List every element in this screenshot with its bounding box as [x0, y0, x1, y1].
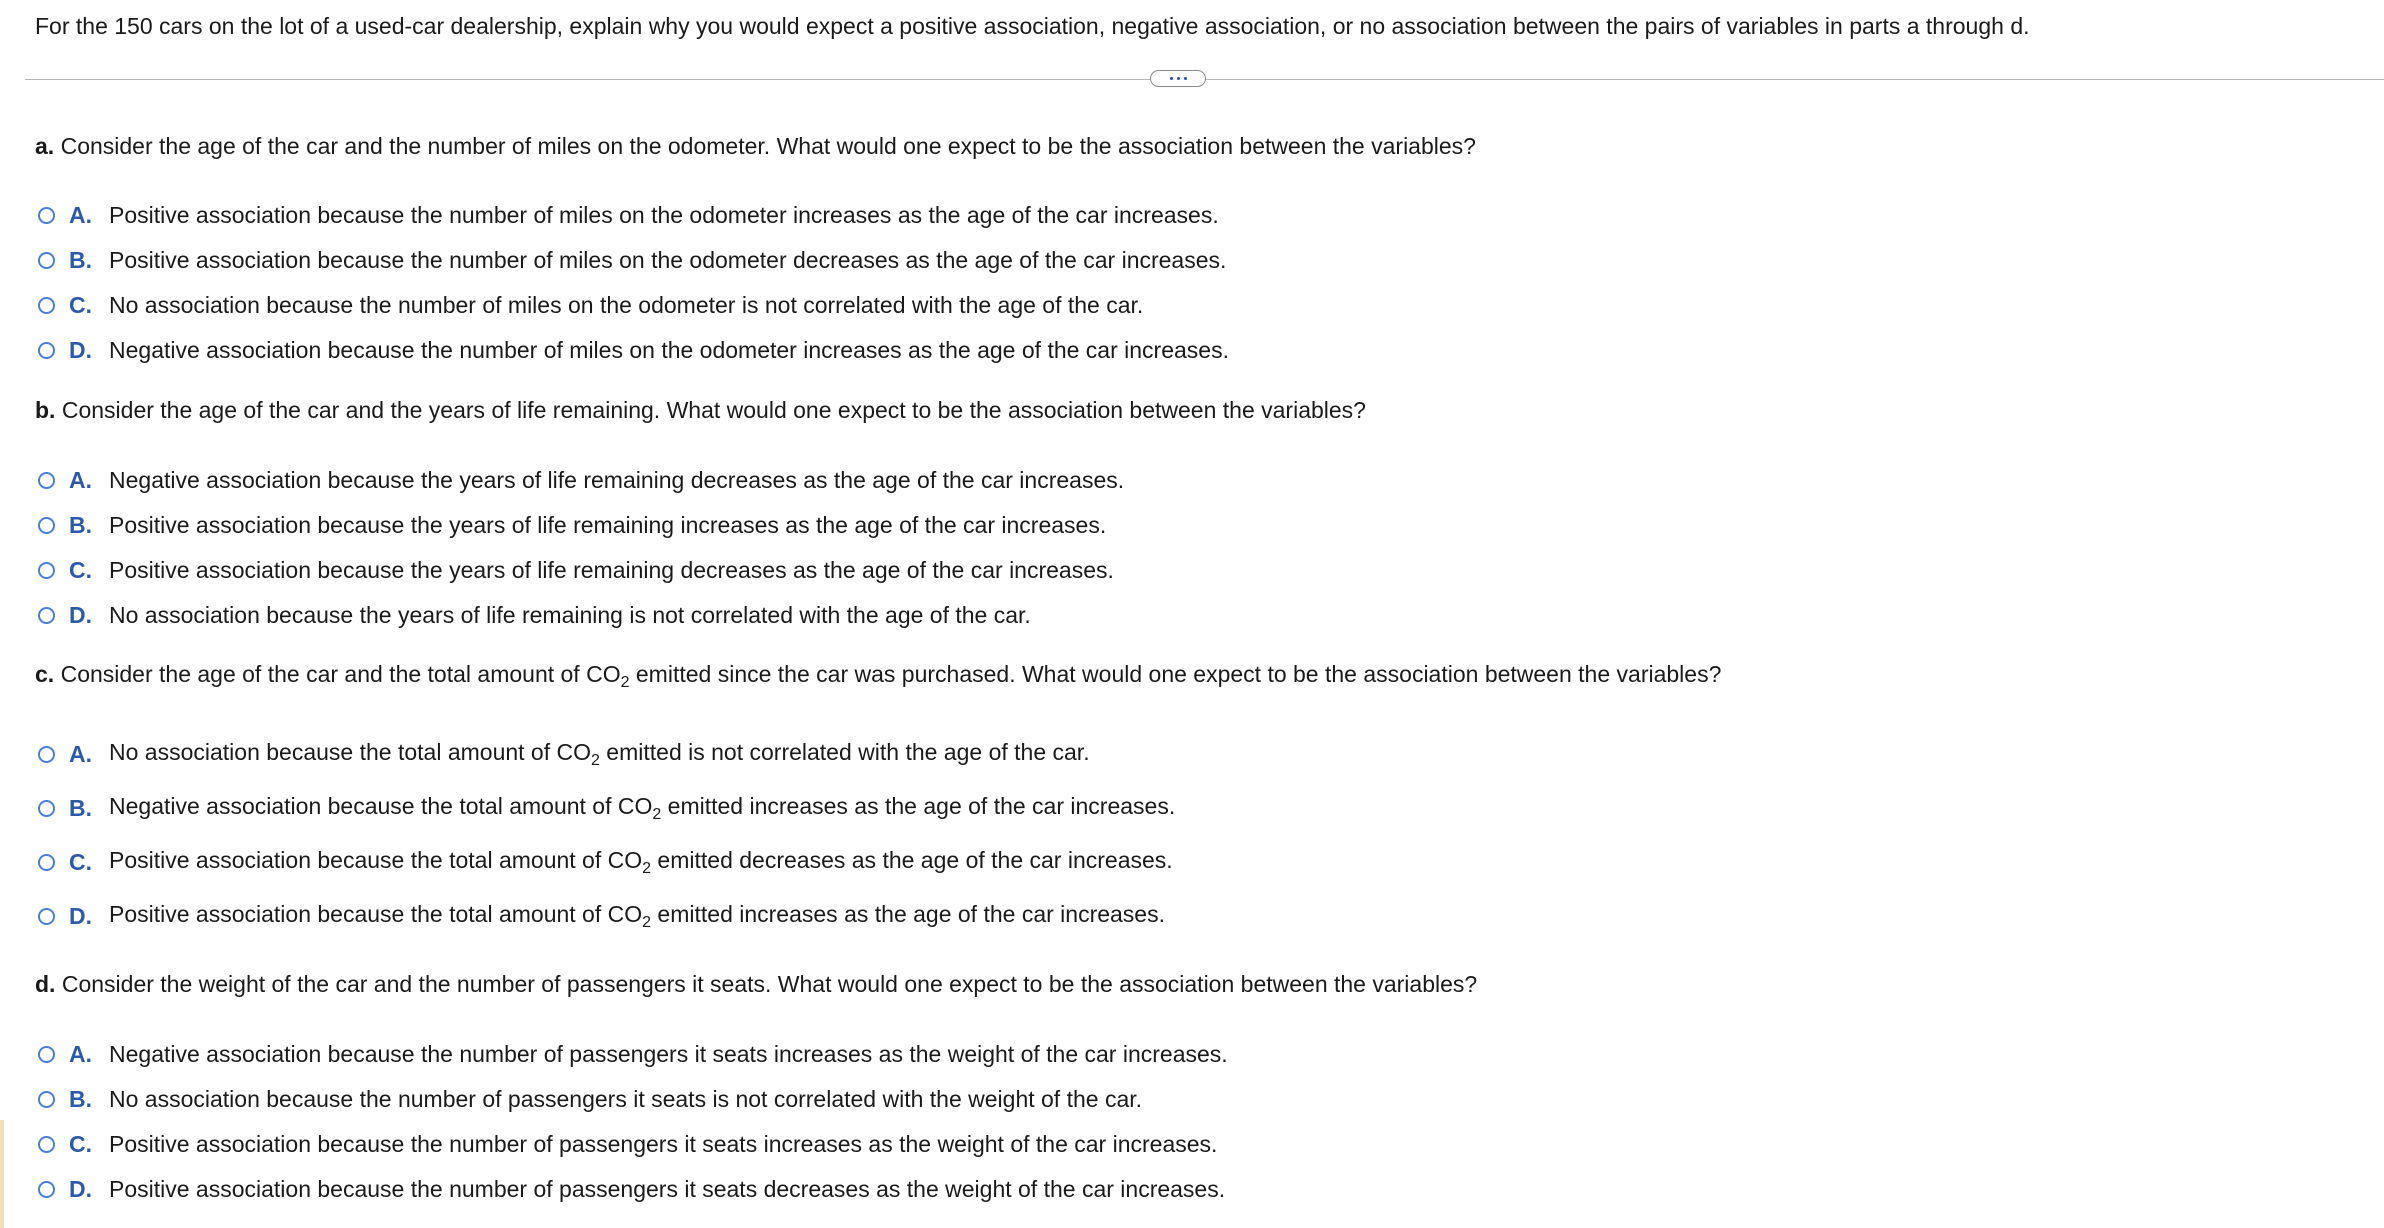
option-letter: A.: [69, 1040, 92, 1067]
part-d-option-b[interactable]: [38, 1082, 1142, 1116]
option-letter: B.: [69, 794, 92, 821]
option-letter: C.: [69, 291, 92, 318]
option-letter: A.: [69, 740, 92, 767]
part-c-option-c[interactable]: [38, 845, 1173, 879]
option-text: Positive association because the number of passengers it seats increases as the weight of the car increases.: [109, 1130, 1218, 1157]
option-text: Negative association because the number of passengers it seats increases as the weight of the car increases.: [109, 1040, 1228, 1067]
ellipsis-icon: [1184, 77, 1187, 80]
part-a-option-b[interactable]: [38, 243, 1226, 277]
part-b-option-d[interactable]: [38, 598, 1031, 632]
part-c-question: [35, 658, 1721, 699]
part-a-option-c[interactable]: [38, 288, 1143, 322]
part-d-question: [35, 968, 1477, 1000]
ellipsis-icon: [1170, 77, 1173, 80]
part-prompt: Consider the age of the car and the total amount of CO: [54, 661, 621, 687]
part-label: c.: [35, 661, 55, 687]
subscript: 2: [642, 859, 652, 877]
option-text: Negative association because the years of life remaining decreases as the age of the car increases.: [109, 466, 1125, 493]
part-b-question: [35, 394, 1366, 426]
part-label: b.: [35, 397, 56, 423]
radio-unchecked-icon[interactable]: [38, 207, 55, 224]
option-text-pre: Positive association because the total amount of CO: [109, 900, 643, 927]
subscript: 2: [652, 805, 662, 823]
subscript: 2: [642, 913, 652, 931]
option-text: Positive association because the number of miles on the odometer increases as the age of the car increases.: [109, 201, 1219, 228]
option-letter: C.: [69, 848, 92, 875]
option-text: [109, 901, 1165, 932]
expand-more-button[interactable]: [1150, 70, 1206, 87]
option-text-post: emitted increases as the age of the car increases.: [661, 792, 1176, 819]
option-letter: C.: [69, 556, 92, 583]
part-d-option-a[interactable]: [38, 1037, 1228, 1071]
option-letter: D.: [69, 601, 92, 628]
part-c-option-b[interactable]: [38, 791, 1175, 825]
option-letter: D.: [69, 1175, 92, 1202]
part-prompt: Consider the age of the car and the number of miles on the odometer. What would one expect to be the association between the variables?: [54, 133, 1476, 159]
radio-unchecked-icon[interactable]: [38, 1091, 55, 1108]
subscript: 2: [620, 674, 630, 691]
part-b-option-a[interactable]: [38, 463, 1124, 497]
option-text: No association because the number of passengers it seats is not correlated with the weight of the car.: [109, 1085, 1143, 1112]
question-intro: For the 150 cars on the lot of a used-car dealership, explain why you would expect a positive association, negative association, or no association between the pairs of variables in parts a through d.: [35, 13, 2030, 39]
part-b-option-c[interactable]: [38, 553, 1114, 587]
option-letter: B.: [69, 1085, 92, 1112]
part-d-option-c[interactable]: [38, 1127, 1217, 1161]
option-text-pre: Negative association because the total amount of CO: [109, 792, 653, 819]
radio-unchecked-icon[interactable]: [38, 1181, 55, 1198]
part-a-option-d[interactable]: [38, 333, 1229, 367]
part-b-option-b[interactable]: [38, 508, 1106, 542]
radio-unchecked-icon[interactable]: [38, 252, 55, 269]
option-letter: D.: [69, 902, 92, 929]
radio-unchecked-icon[interactable]: [38, 342, 55, 359]
option-text-post: emitted is not correlated with the age of the car.: [599, 738, 1090, 765]
option-letter: A.: [69, 201, 92, 228]
option-text: Positive association because the number of miles on the odometer decreases as the age of the car increases.: [109, 246, 1227, 273]
option-letter: D.: [69, 336, 92, 363]
radio-unchecked-icon[interactable]: [38, 1046, 55, 1063]
option-text-post: emitted increases as the age of the car increases.: [651, 900, 1165, 927]
radio-unchecked-icon[interactable]: [38, 854, 55, 871]
option-letter: C.: [69, 1130, 92, 1157]
part-a-question: [35, 130, 1476, 162]
part-prompt: Consider the weight of the car and the number of passengers it seats. What would one expect to be the association between the variables?: [55, 971, 1478, 997]
subscript: 2: [591, 751, 600, 769]
radio-unchecked-icon[interactable]: [38, 562, 55, 579]
option-text: No association because the years of life remaining is not correlated with the age of the car.: [109, 601, 1031, 628]
option-text: Negative association because the number of miles on the odometer increases as the age of the car increases.: [109, 336, 1229, 363]
option-letter: B.: [69, 246, 92, 273]
part-prompt-cont: emitted since the car was purchased. What would one expect to be the association between the variables?: [629, 661, 1722, 687]
radio-unchecked-icon[interactable]: [38, 517, 55, 534]
part-a-option-a[interactable]: [38, 198, 1219, 232]
option-text-pre: Positive association because the total amount of CO: [109, 846, 643, 873]
option-text: [109, 847, 1173, 878]
part-d-option-d[interactable]: [38, 1172, 1225, 1206]
radio-unchecked-icon[interactable]: [38, 908, 55, 925]
radio-unchecked-icon[interactable]: [38, 1136, 55, 1153]
part-c-option-d[interactable]: [38, 899, 1165, 933]
radio-unchecked-icon[interactable]: [38, 472, 55, 489]
option-text: Positive association because the number of passengers it seats decreases as the weight of the car increases.: [109, 1175, 1226, 1202]
option-text: Positive association because the years of life remaining decreases as the age of the car increases.: [109, 556, 1114, 583]
radio-unchecked-icon[interactable]: [38, 607, 55, 624]
option-text-pre: No association because the total amount of CO: [109, 738, 592, 765]
radio-unchecked-icon[interactable]: [38, 297, 55, 314]
part-label: d.: [35, 971, 56, 997]
radio-unchecked-icon[interactable]: [38, 800, 55, 817]
radio-unchecked-icon[interactable]: [38, 746, 55, 763]
option-letter: A.: [69, 466, 92, 493]
option-text: [109, 739, 1090, 770]
option-letter: B.: [69, 511, 92, 538]
option-text-post: emitted decreases as the age of the car increases.: [651, 846, 1173, 873]
part-c-option-a[interactable]: [38, 737, 1090, 771]
side-highlight: [0, 1120, 4, 1228]
option-text: Positive association because the years of life remaining increases as the age of the car increases.: [109, 511, 1107, 538]
part-label: a.: [35, 133, 55, 159]
option-text: [109, 793, 1175, 824]
part-prompt: Consider the age of the car and the years of life remaining. What would one expect to be the association between the variables?: [55, 397, 1366, 423]
option-text: No association because the number of miles on the odometer is not correlated with the age of the car.: [109, 291, 1144, 318]
ellipsis-icon: [1177, 77, 1180, 80]
